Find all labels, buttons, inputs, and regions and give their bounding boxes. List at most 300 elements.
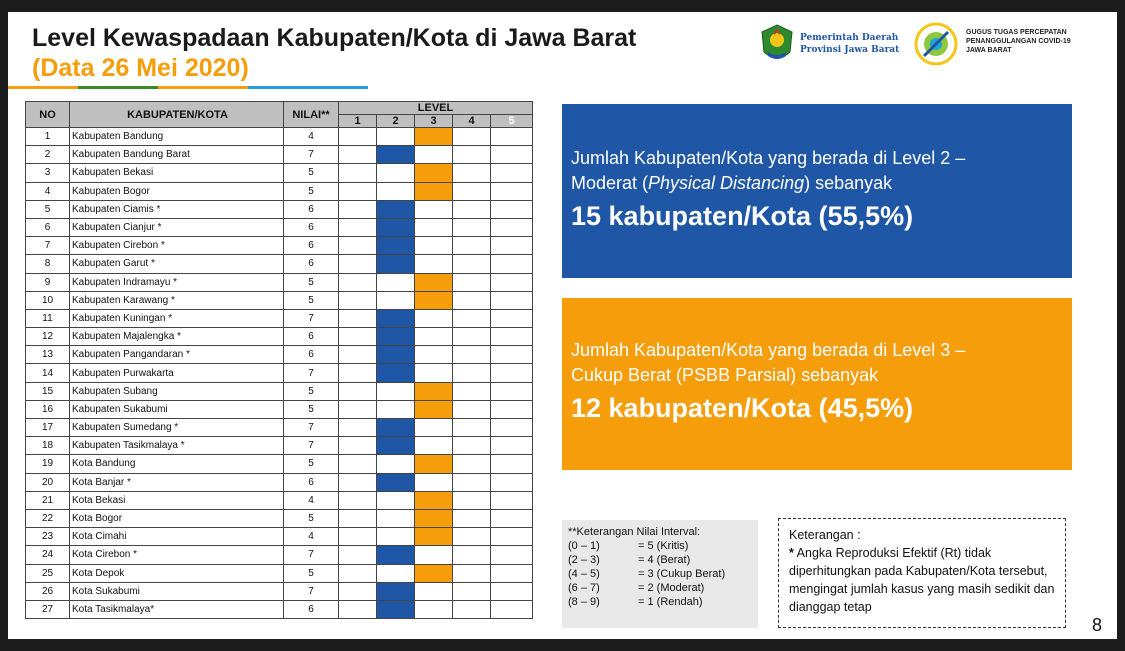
level-cell-5 [491,273,533,291]
level-cell-3 [415,546,453,564]
level-cell-2-filled [377,218,415,236]
level-cell-1 [339,582,377,600]
level-cell-3 [415,582,453,600]
level-cell-3 [415,218,453,236]
row-region-name: Kota Bandung [70,455,284,473]
level-cell-5 [491,364,533,382]
level-cell-2 [377,128,415,146]
level-cell-2 [377,291,415,309]
gugus-tugas-label [966,28,1071,55]
row-region-name: Kabupaten Indramayu * [70,273,284,291]
level-cell-5 [491,600,533,618]
level-cell-2-filled [377,437,415,455]
level-cell-5 [491,473,533,491]
row-number: 14 [26,364,70,382]
row-value: 6 [284,255,339,273]
table-row [26,509,533,527]
table-row [26,546,533,564]
row-value: 5 [284,291,339,309]
level-cell-1 [339,564,377,582]
level-cell-3 [415,346,453,364]
level-cell-2-filled [377,600,415,618]
row-region-name: Kabupaten Majalengka * [70,328,284,346]
row-region-name: Kabupaten Cirebon * [70,237,284,255]
row-value: 6 [284,346,339,364]
level-cell-3 [415,364,453,382]
level-cell-1 [339,218,377,236]
table-row [26,146,533,164]
legend-range: (0 – 1) [568,540,600,552]
level-cell-3-filled [415,128,453,146]
level-cell-2 [377,564,415,582]
level-cell-1 [339,528,377,546]
level-cell-2-filled [377,328,415,346]
row-region-name: Kabupaten Ciamis * [70,200,284,218]
level-cell-5 [491,546,533,564]
summary-level-2-italic: Physical Distancing [648,173,805,193]
table-row [26,400,533,418]
level-cell-5 [491,582,533,600]
legend-item [568,567,752,581]
legend-item [568,595,752,609]
row-number: 27 [26,600,70,618]
level-cell-5 [491,382,533,400]
level-cell-5 [491,509,533,527]
row-value: 6 [284,237,339,255]
summary-level-3-box [562,298,1072,470]
level-cell-4 [453,164,491,182]
level-cell-2-filled [377,255,415,273]
level-cell-1 [339,473,377,491]
legend-item [568,581,752,595]
level-cell-1 [339,491,377,509]
table-row [26,164,533,182]
level-cell-1 [339,255,377,273]
header-value: NILAI** [284,102,339,128]
table-row [26,491,533,509]
level-cell-4 [453,382,491,400]
legend-range: (6 – 7) [568,582,600,594]
row-value: 6 [284,328,339,346]
row-value: 7 [284,146,339,164]
level-cell-1 [339,273,377,291]
row-region-name: Kabupaten Purwakarta [70,364,284,382]
row-number: 22 [26,509,70,527]
table-row [26,182,533,200]
level-cell-4 [453,491,491,509]
level-cell-4 [453,473,491,491]
level-cell-4 [453,600,491,618]
legend-label: = 2 (Moderat) [638,582,705,594]
row-value: 4 [284,528,339,546]
level-cell-4 [453,400,491,418]
header-level-1: 1 [339,115,377,128]
table-row [26,455,533,473]
level-cell-4 [453,455,491,473]
page-subtitle: (Data 26 Mei 2020) [32,54,249,82]
title-color-bar [8,86,368,89]
header-level-3: 3 [415,115,453,128]
jabar-line-1: Pemerintah Daerah [800,33,899,43]
legend-label: = 1 (Rendah) [638,596,703,608]
row-number: 10 [26,291,70,309]
row-number: 11 [26,309,70,327]
legend-label: = 5 (Kritis) [638,540,689,552]
level-cell-4 [453,218,491,236]
level-cell-5 [491,564,533,582]
row-value: 6 [284,473,339,491]
level-cell-1 [339,146,377,164]
level-cell-4 [453,328,491,346]
level-table [25,101,533,619]
level-cell-2 [377,382,415,400]
level-cell-2 [377,164,415,182]
level-cell-2-filled [377,419,415,437]
row-number: 13 [26,346,70,364]
row-value: 7 [284,364,339,382]
table-row [26,364,533,382]
row-region-name: Kota Banjar * [70,473,284,491]
legend-label: = 4 (Berat) [638,554,691,566]
row-region-name: Kota Depok [70,564,284,582]
level-cell-5 [491,437,533,455]
legend-range: (2 – 3) [568,554,600,566]
header-level-2: 2 [377,115,415,128]
table-row [26,528,533,546]
row-region-name: Kota Bogor [70,509,284,527]
level-cell-4 [453,309,491,327]
level-cell-3 [415,146,453,164]
row-region-name: Kabupaten Kuningan * [70,309,284,327]
row-value: 5 [284,400,339,418]
jabar-line-2: Provinsi Jawa Barat [800,45,900,55]
level-cell-2-filled [377,237,415,255]
level-cell-3 [415,309,453,327]
row-value: 7 [284,582,339,600]
level-cell-2 [377,528,415,546]
summary-level-2-suffix: ) sebanyak [804,173,893,193]
row-number: 23 [26,528,70,546]
row-value: 7 [284,437,339,455]
row-number: 8 [26,255,70,273]
level-cell-2 [377,273,415,291]
level-cell-1 [339,309,377,327]
level-cell-3 [415,328,453,346]
row-region-name: Kabupaten Karawang * [70,291,284,309]
row-number: 2 [26,146,70,164]
west-java-coat-of-arms-icon [760,24,794,64]
summary-level-2-line-2 [571,171,1062,196]
note-text [789,544,1055,616]
row-region-name: Kota Sukabumi [70,582,284,600]
row-value: 7 [284,546,339,564]
level-cell-2 [377,400,415,418]
level-cell-5 [491,128,533,146]
level-cell-3-filled [415,509,453,527]
table-row [26,237,533,255]
level-cell-1 [339,291,377,309]
row-value: 7 [284,309,339,327]
row-value: 5 [284,564,339,582]
level-cell-3 [415,255,453,273]
level-cell-5 [491,309,533,327]
row-number: 21 [26,491,70,509]
note-box [778,518,1066,628]
level-cell-1 [339,346,377,364]
level-cell-3 [415,600,453,618]
row-region-name: Kabupaten Tasikmalaya * [70,437,284,455]
row-number: 6 [26,218,70,236]
level-cell-1 [339,437,377,455]
level-cell-2-filled [377,473,415,491]
level-cell-2-filled [377,146,415,164]
note-star: * [789,546,794,560]
legend-item [568,553,752,567]
level-cell-3-filled [415,382,453,400]
row-region-name: Kabupaten Sukabumi [70,400,284,418]
level-cell-3-filled [415,400,453,418]
row-region-name: Kabupaten Cianjur * [70,218,284,236]
level-cell-4 [453,128,491,146]
row-value: 4 [284,128,339,146]
level-cell-1 [339,128,377,146]
level-cell-4 [453,528,491,546]
note-body: Angka Reproduksi Efektif (Rt) tidak diperhitungkan pada Kabupaten/Kota tersebut, mengingat jumlah kasus yang masih sedikit dan dianggap tetap [789,546,1055,614]
header-level-5: 5 [491,115,533,128]
header-level-4: 4 [453,115,491,128]
level-cell-4 [453,546,491,564]
table-row [26,346,533,364]
summary-level-3-line-1: Jumlah Kabupaten/Kota yang berada di Level 3 – [571,340,966,360]
summary-level-3-line-2: Cukup Berat (PSBB Parsial) sebanyak [571,365,879,385]
row-number: 1 [26,128,70,146]
table-row [26,473,533,491]
row-region-name: Kabupaten Bogor [70,182,284,200]
slide [8,12,1117,639]
table-row [26,382,533,400]
level-cell-5 [491,237,533,255]
level-cell-4 [453,291,491,309]
level-cell-2-filled [377,346,415,364]
summary-level-2-count: 15 kabupaten/Kota (55,5%) [571,201,914,231]
row-value: 5 [284,382,339,400]
value-interval-legend [562,520,758,628]
level-cell-4 [453,364,491,382]
level-cell-4 [453,564,491,582]
row-number: 17 [26,419,70,437]
level-cell-5 [491,164,533,182]
legend-item [568,539,752,553]
level-cell-3-filled [415,455,453,473]
gugus-line-1: GUGUS TUGAS PERCEPATAN [966,29,1067,36]
level-cell-2-filled [377,364,415,382]
legend-title: **Keterangan Nilai Interval: [568,526,701,538]
gugus-line-3: JAWA BARAT [966,47,1012,54]
level-cell-3-filled [415,491,453,509]
level-cell-5 [491,455,533,473]
summary-level-2-prefix: Moderat ( [571,173,649,193]
row-number: 9 [26,273,70,291]
row-number: 16 [26,400,70,418]
row-value: 5 [284,164,339,182]
gugus-line-2: PENANGGULANGAN COVID-19 [966,38,1071,45]
level-cell-2-filled [377,582,415,600]
level-cell-4 [453,146,491,164]
level-cell-4 [453,346,491,364]
level-cell-4 [453,582,491,600]
level-cell-3 [415,473,453,491]
summary-level-2-line-1: Jumlah Kabupaten/Kota yang berada di Level 2 – [571,148,966,168]
row-value: 5 [284,455,339,473]
page-number: 8 [1092,615,1103,635]
row-number: 5 [26,200,70,218]
row-region-name: Kota Cirebon * [70,546,284,564]
level-cell-5 [491,419,533,437]
level-table-body [26,128,533,619]
level-cell-5 [491,255,533,273]
level-cell-5 [491,146,533,164]
table-row [26,328,533,346]
level-cell-4 [453,419,491,437]
row-number: 25 [26,564,70,582]
row-value: 7 [284,419,339,437]
level-cell-4 [453,255,491,273]
page-title: Level Kewaspadaan Kabupaten/Kota di Jawa Barat [32,24,637,52]
level-cell-1 [339,509,377,527]
row-number: 24 [26,546,70,564]
row-region-name: Kabupaten Subang [70,382,284,400]
table-row [26,273,533,291]
row-number: 26 [26,582,70,600]
level-cell-2 [377,509,415,527]
level-cell-3-filled [415,564,453,582]
row-value: 6 [284,200,339,218]
table-row [26,218,533,236]
level-cell-3-filled [415,528,453,546]
level-cell-5 [491,218,533,236]
level-cell-1 [339,237,377,255]
row-region-name: Kabupaten Sumedang * [70,419,284,437]
level-cell-1 [339,364,377,382]
row-number: 15 [26,382,70,400]
row-region-name: Kabupaten Bekasi [70,164,284,182]
row-value: 6 [284,218,339,236]
level-cell-3 [415,200,453,218]
row-value: 5 [284,273,339,291]
level-cell-4 [453,509,491,527]
level-cell-5 [491,346,533,364]
level-cell-1 [339,455,377,473]
row-value: 4 [284,491,339,509]
row-value: 5 [284,509,339,527]
row-region-name: Kota Tasikmalaya* [70,600,284,618]
level-cell-1 [339,419,377,437]
row-region-name: Kota Bekasi [70,491,284,509]
covid-task-force-icon [914,22,958,66]
level-cell-4 [453,273,491,291]
jabar-government-label [800,32,899,56]
level-cell-2-filled [377,200,415,218]
row-number: 19 [26,455,70,473]
row-number: 3 [26,164,70,182]
table-row [26,437,533,455]
level-cell-3 [415,437,453,455]
note-title: Keterangan : [789,528,861,542]
level-cell-3 [415,237,453,255]
level-cell-5 [491,200,533,218]
row-region-name: Kota Cimahi [70,528,284,546]
table-row [26,309,533,327]
row-region-name: Kabupaten Bandung [70,128,284,146]
level-cell-5 [491,291,533,309]
level-cell-4 [453,237,491,255]
header-level: LEVEL [339,102,533,115]
row-region-name: Kabupaten Garut * [70,255,284,273]
row-number: 7 [26,237,70,255]
level-cell-5 [491,528,533,546]
level-cell-4 [453,182,491,200]
level-cell-5 [491,400,533,418]
level-cell-2 [377,491,415,509]
table-row [26,600,533,618]
legend-range: (4 – 5) [568,568,600,580]
level-cell-2 [377,182,415,200]
header-no: NO [26,102,70,128]
table-row [26,564,533,582]
level-cell-3 [415,419,453,437]
table-row [26,255,533,273]
header-name: KABUPATEN/KOTA [70,102,284,128]
level-cell-3-filled [415,291,453,309]
table-row [26,200,533,218]
table-row [26,128,533,146]
level-cell-2 [377,455,415,473]
level-cell-3-filled [415,164,453,182]
row-region-name: Kabupaten Bandung Barat [70,146,284,164]
legend-range: (8 – 9) [568,596,600,608]
summary-level-3-count: 12 kabupaten/Kota (45,5%) [571,393,914,423]
table-row [26,419,533,437]
legend-label: = 3 (Cukup Berat) [638,568,726,580]
table-row [26,582,533,600]
row-number: 12 [26,328,70,346]
level-cell-1 [339,400,377,418]
row-number: 4 [26,182,70,200]
level-cell-4 [453,437,491,455]
level-cell-1 [339,546,377,564]
level-cell-2-filled [377,309,415,327]
row-number: 18 [26,437,70,455]
row-value: 6 [284,600,339,618]
level-cell-1 [339,200,377,218]
row-value: 5 [284,182,339,200]
level-cell-5 [491,182,533,200]
level-cell-1 [339,182,377,200]
level-cell-5 [491,491,533,509]
level-cell-1 [339,600,377,618]
row-region-name: Kabupaten Pangandaran * [70,346,284,364]
table-row [26,291,533,309]
level-cell-1 [339,164,377,182]
level-cell-1 [339,382,377,400]
level-cell-3-filled [415,182,453,200]
level-cell-4 [453,200,491,218]
level-cell-1 [339,328,377,346]
summary-level-2-box [562,104,1072,278]
level-cell-5 [491,328,533,346]
row-number: 20 [26,473,70,491]
level-cell-3-filled [415,273,453,291]
